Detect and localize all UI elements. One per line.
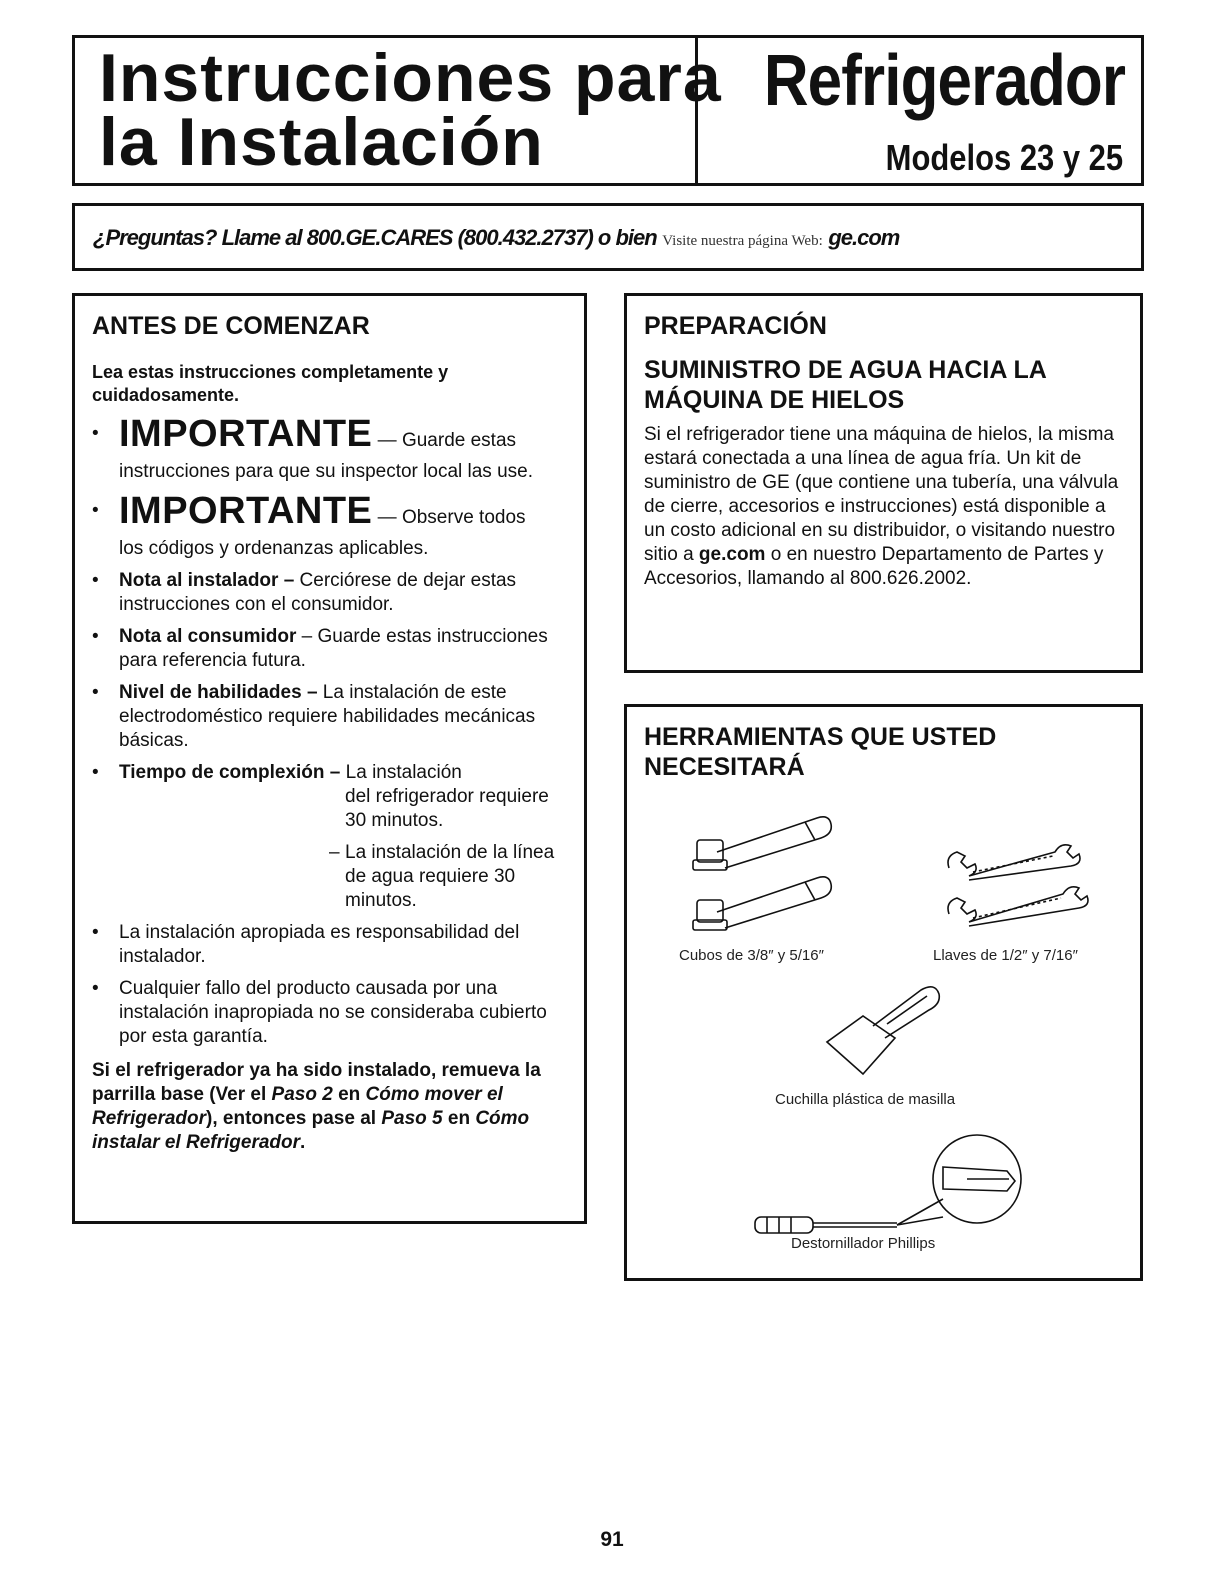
- bullet: •: [92, 978, 99, 999]
- nota-instalador-text: Cerciórese de dejar estas instrucciones con el consumidor.: [119, 570, 517, 615]
- bullet: •: [92, 500, 99, 521]
- list-item-fallo: [92, 977, 570, 1049]
- web-link[interactable]: ge.com: [828, 225, 900, 250]
- preparacion-panel: [624, 293, 1143, 673]
- bullet: •: [92, 922, 99, 943]
- final-text-c: ), entonces pase al: [206, 1108, 382, 1129]
- importante-2-rest: — Observe todos: [372, 507, 526, 528]
- nota-consumidor-label: Nota al consumidor: [119, 626, 297, 647]
- bullet: •: [92, 423, 99, 444]
- final-text-d: en: [442, 1108, 476, 1129]
- tiempo-text-2: La instalación de la línea de agua requiere 30 minutos.: [345, 842, 555, 911]
- preparacion-text: [644, 423, 1122, 591]
- importante-1-rest: — Guarde estas: [372, 430, 517, 451]
- putty-knife-icon: [823, 982, 953, 1082]
- tiempo-label: Tiempo de complexión –: [119, 762, 341, 783]
- final-como-instalar: Cómo instalar el Refrigerador: [92, 1108, 530, 1153]
- list-item-nota-instalador: [92, 569, 570, 617]
- final-paso5: Paso 5: [381, 1108, 443, 1129]
- list-item-importante-2: [92, 492, 570, 561]
- herramientas-panel: [624, 704, 1143, 1281]
- contact-bar: [72, 203, 1144, 271]
- model-numbers: Modelos 23 y 25: [885, 137, 1123, 178]
- preparacion-text-b: o en nuestro Departamento de Partes y Accesorios, llamando al 800.626.2002.: [644, 544, 1104, 589]
- tiempo-text-1a: La instalación: [340, 762, 462, 783]
- sockets-caption: Cubos de 3/8″ y 5/16″: [679, 947, 824, 964]
- title-line-2: la Instalación: [99, 104, 544, 180]
- antes-heading: ANTES DE COMENZAR: [92, 312, 370, 340]
- bullet: •: [92, 570, 99, 591]
- final-note: [92, 1059, 570, 1155]
- final-paso2: Paso 2: [271, 1084, 333, 1105]
- importante-word: IMPORTANTE: [119, 490, 373, 532]
- phillips-screwdriver-icon: [747, 1131, 1027, 1241]
- preparacion-heading: PREPARACIÓN: [644, 312, 827, 340]
- list-item-nivel: [92, 681, 570, 753]
- contact-text: [93, 225, 899, 251]
- bullet: •: [92, 626, 99, 647]
- antes-list: [92, 415, 570, 1049]
- screwdriver-caption: Destornillador Phillips: [791, 1235, 936, 1252]
- list-item-importante-1: [92, 415, 570, 484]
- final-como-mover: Cómo mover el Refrigerador: [92, 1084, 503, 1129]
- nota-consumidor-text: – Guarde estas instrucciones para referencia futura.: [119, 626, 548, 671]
- web-label: Visite nuestra página Web:: [662, 233, 823, 249]
- dash: –: [329, 842, 340, 863]
- importante-word: IMPORTANTE: [119, 413, 373, 455]
- preparacion-text-a: Si el refrigerador tiene una máquina de hielos, la misma estará conectada a una línea de agua fría. Un kit de suministro de GE (que contiene una tubería, una válvula de cierre, accesorios e instrucciones) está disponible a un costo adicional en su distribuidor, o visitando nuestro sitio a: [644, 424, 1119, 565]
- antes-intro: Lea estas instrucciones completamente y cuidadosamente.: [92, 362, 449, 405]
- preparacion-subheading: SUMINISTRO DE AGUA HACIA LA MÁQUINA DE HIELOS: [644, 356, 1046, 414]
- importante-2-cont: los códigos y ordenanzas aplicables.: [119, 538, 429, 559]
- list-item-responsabilidad: [92, 921, 570, 969]
- list-item-nota-consumidor: [92, 625, 570, 673]
- document-header: [72, 35, 1144, 186]
- putty-knife-caption: Cuchilla plástica de masilla: [775, 1091, 956, 1108]
- socket-ratchet-icon: [685, 812, 865, 942]
- final-text-b: en: [332, 1084, 366, 1105]
- wrenches-caption: Llaves de 1/2″ y 7/16″: [933, 947, 1078, 964]
- fallo-text: Cualquier fallo del producto causada por una instalación inapropiada no se consideraba cubierto por esta garantía.: [119, 978, 547, 1047]
- nivel-label: Nivel de habilidades –: [119, 682, 318, 703]
- responsabilidad-text: La instalación apropiada es responsabilidad del instalador.: [119, 922, 520, 967]
- product-name: Refrigerador: [763, 41, 1125, 121]
- nivel-text: La instalación de este electrodoméstico requiere habilidades mecánicas básicas.: [119, 682, 536, 751]
- importante-1-cont: instrucciones para que su inspector local las use.: [119, 461, 534, 482]
- document-title: [99, 40, 722, 180]
- final-text-a: Si el refrigerador ya ha sido instalado, remueva la parrilla base (Ver el: [92, 1060, 541, 1105]
- ge-link[interactable]: ge.com: [698, 544, 766, 565]
- antes-de-comenzar-panel: [72, 293, 587, 1224]
- final-text-e: .: [300, 1132, 306, 1153]
- page-number: 91: [600, 1528, 624, 1551]
- wrench-icon: [943, 842, 1103, 932]
- bullet: •: [92, 762, 99, 783]
- bullet: •: [92, 682, 99, 703]
- contact-phone-text: ¿Preguntas? Llame al 800.GE.CARES (800.432.2737) o bien: [93, 225, 657, 250]
- tiempo-text-1b: del refrigerador requiere 30 minutos.: [345, 786, 549, 831]
- list-item-tiempo: [92, 761, 570, 913]
- nota-instalador-label: Nota al instalador –: [119, 570, 295, 591]
- title-line-1: Instrucciones para: [99, 40, 722, 116]
- herramientas-heading: HERRAMIENTAS QUE USTED NECESITARÁ: [644, 723, 997, 781]
